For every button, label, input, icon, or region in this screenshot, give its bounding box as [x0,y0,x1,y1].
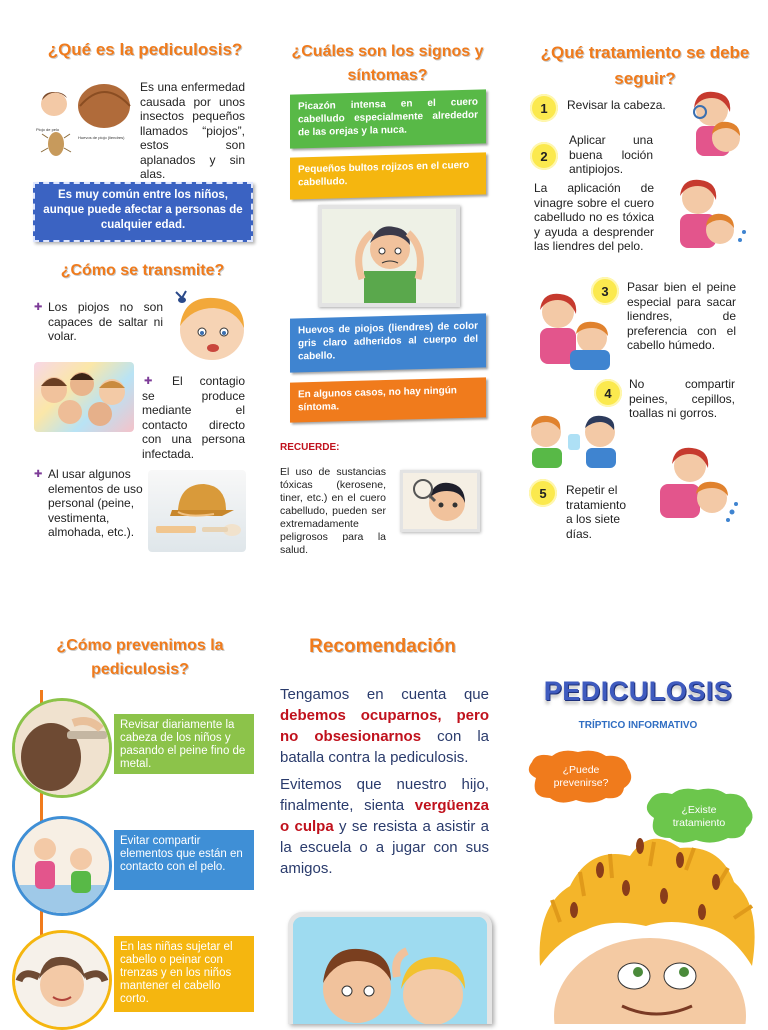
cover-subtitle: TRÍPTICO INFORMATIVO [578,720,698,731]
symptom-banner-1 [290,89,486,148]
recommendation-paragraph-2 [280,774,489,879]
rec-text: Tengamos en cuenta que [280,686,489,703]
transmission-item-3: Al usar algunos elementos de uso personal (peine, vestimenta, almohada, etc.). [48,467,143,539]
step-2-text: Aplicar una buena loción antipiojos. [569,133,653,176]
step-number-4: 4 [594,379,622,407]
step-1-text: Revisar la cabeza. [567,98,666,112]
symptom-text: Huevos de piojos (liendres) de color gris claro adheridos al cuerpo del cabello. [298,320,478,363]
rec-emphasis: vergüenza o culpa [280,797,489,835]
treatment-title: ¿Qué tratamiento se debe seguir? [540,43,750,88]
step-2-extra: La aplicación de vinagre sobre el cuero cabelludo no es tóxica y ayuda a desprender las liendres del pelo. [534,181,654,253]
scratching-child-illustration [318,205,460,307]
common-callout [33,182,253,242]
recommendation-title: Recomendación [309,636,456,657]
rec-emphasis: debemos ocuparnos, pero no obsesionarnos [280,707,489,745]
girl-magnifier-illustration [400,470,480,532]
step-4-text: No compartir peines, cepillos, toallas ni gorros. [629,377,735,420]
prevention-title: ¿Cómo prevenimos la pediculosis? [56,637,224,678]
symptom-text: Pequeños bultos rojizos en el cuero cabelludo. [298,159,470,189]
nits-caption: Huevos de piojo (liendres) [78,135,125,140]
remember-text: El uso de sustancias tóxicas (kerosene, tiner, etc.) en el cuero cabelludo, pueden ser extremadamente peligrosos para la salud. [280,466,386,556]
symptom-text: Picazón intensa en el cuero cabelludo especialmente alrededor de las orejas y la nuca. [298,96,478,139]
prevention-box-2 [114,830,254,890]
children-towel-illustration [520,410,626,470]
callout-text: Es muy común entre los niños, aunque puede afectar a personas de cualquier edad. [43,189,243,231]
symptoms-title: ¿Cuáles son los signos y síntomas? [291,43,484,84]
prevention-box-3 [114,936,254,1012]
step-number-1: 1 [530,94,558,122]
symptom-banner-3 [290,313,486,372]
worried-kids-illustration [288,912,492,1024]
prevention-text: Evitar compartir elementos que están en contacto con el pelo. [120,835,243,873]
symptom-text: En algunos casos, no hay ningún síntoma. [298,385,457,414]
prevention-text: En las niñas sujetar el cabello o peinar con trenzas y en los niños mantener el cabello corto. [120,941,233,1005]
speech-bubble-prevent [522,748,636,808]
rec-text: y se resista a asistir a la escuela o a jugar con sus amigos. [280,818,489,877]
bullet-icon: ✚ [144,376,153,387]
remember-label: RECUERDE: [280,442,340,453]
mother-child-illustration-4 [640,446,740,528]
infested-hair-kid-illustration [530,826,762,1024]
mother-child-illustration-3 [526,290,618,374]
mother-child-illustration-2 [658,178,748,260]
kids-group-photo [34,362,134,432]
transmission-item-1: Los piojos no son capaces de saltar ni volar. [48,300,163,343]
step-5-text: Repetir el tratamiento a los siete días. [566,483,627,541]
prevention-image-sharing [12,816,112,916]
prevention-text: Revisar diariamente la cabeza de los niños y pasando el peine fino de metal. [120,719,246,770]
step-number-3: 3 [591,277,619,305]
pediculosis-definition: Es una enfermedad causada por unos insectos pequeños llamados “piojos”, estos son aplanados y sin alas. [140,80,245,181]
mother-child-illustration-1 [670,90,750,166]
step-3-text: Pasar bien el peine especial para sacar liendres, de preferencia con el cabello húmedo. [627,280,736,352]
lice-head-illustration [34,82,132,172]
step-number-2: 2 [530,142,558,170]
step-number-5: 5 [529,479,557,507]
prevention-image-combing [12,698,112,798]
symptom-banner-2 [290,152,486,199]
bubble-text: ¿Puede prevenirse? [553,764,609,789]
bullet-icon: ✚ [34,469,43,480]
pediculosis-title: ¿Qué es la pediculosis? [47,40,243,59]
prevention-image-braids [12,930,112,1030]
transmission-title: ¿Cómo se transmite? [60,262,225,279]
transmission-item-2: El contagio se produce mediante el contacto directo con una persona infectada. [142,374,245,461]
bubble-text: ¿Existe tratamiento [672,804,726,829]
lice-caption: Piojo de pelo [36,127,60,132]
cap-comb-illustration [148,470,246,552]
rec-text: Evitemos que nuestro hijo, finalmente, sienta [280,776,489,814]
recommendation-paragraph-1 [280,684,489,768]
bullet-icon: ✚ [34,302,43,313]
crying-child-illustration [170,290,250,365]
prevention-box-1 [114,714,254,774]
cover-title: PEDICULOSIS [543,676,733,706]
rec-text: con la batalla contra la pediculosis. [280,728,489,766]
symptom-banner-4 [290,377,486,422]
